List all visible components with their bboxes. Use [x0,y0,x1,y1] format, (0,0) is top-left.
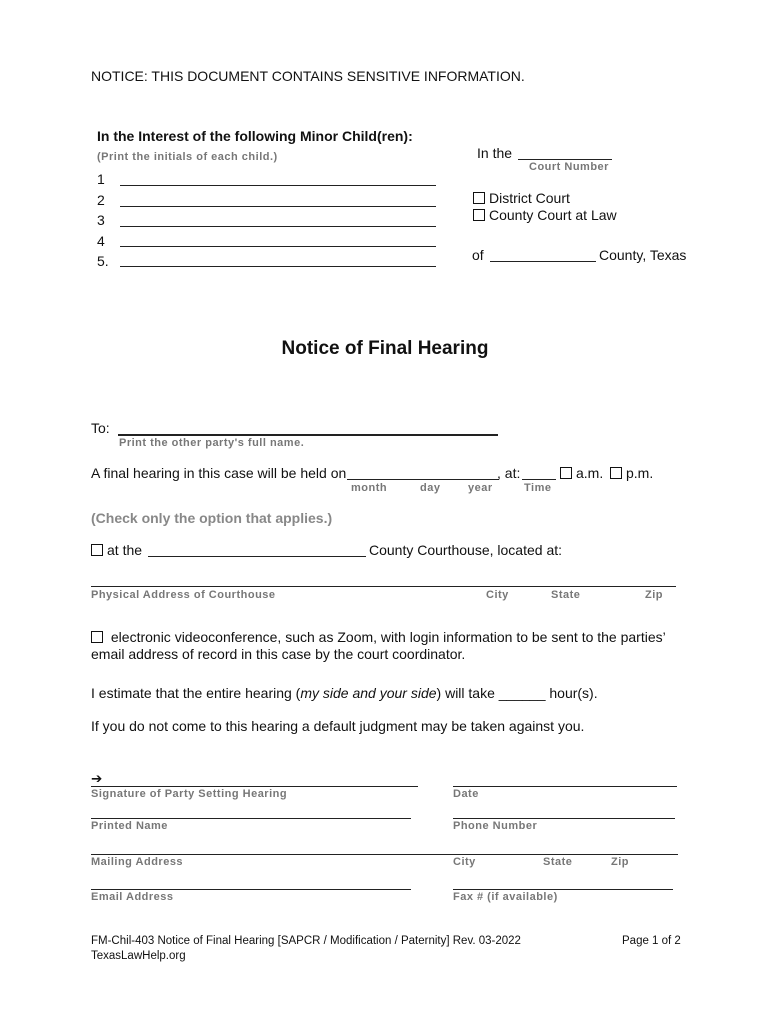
hearing-text: A final hearing in this case will be held on [91,465,347,481]
initials-hint: (Print the initials of each child.) [97,151,278,163]
courthouse-located-label: County Courthouse, located at: [369,542,563,558]
printed-name-field[interactable] [91,818,411,819]
phone-label: Phone Number [453,820,538,832]
email-label: Email Address [91,891,174,903]
email-field[interactable] [91,889,411,890]
of-label: of [472,247,484,263]
default-warning: If you do not come to this hearing a default judgment may be taken against you. [91,718,585,734]
month-label: month [351,482,388,494]
child-1-field[interactable] [120,185,436,186]
courthouse-state-label: State [551,589,581,601]
child-number-3: 3 [97,212,105,228]
courthouse-county-field[interactable] [148,556,366,557]
county-field[interactable] [490,261,596,262]
child-2-field[interactable] [120,206,436,207]
court-number-field[interactable] [518,159,612,160]
child-number-2: 2 [97,192,105,208]
videoconference-checkbox[interactable] [91,631,103,643]
courthouse-address-field[interactable] [91,586,676,587]
at-label: , at: [497,465,521,481]
courthouse-city-label: City [486,589,509,601]
in-the-label: In the [477,145,513,161]
district-court-label: District Court [489,190,570,206]
interest-heading: In the Interest of the following Minor Child(ren): [97,128,413,144]
child-number-5: 5. [97,253,109,269]
child-4-field[interactable] [120,246,436,247]
sensitive-notice: NOTICE: THIS DOCUMENT CONTAINS SENSITIVE INFORMATION. [91,68,525,84]
court-number-label: Court Number [529,161,609,173]
estimate-italic: my side and your side [300,685,437,701]
videoconference-text-1: electronic videoconference, such as Zoom, with login information to be sent to the parties’ [110,629,666,645]
county-court-checkbox[interactable] [473,209,485,221]
mailing-city-label: City [453,856,476,868]
child-5-field[interactable] [120,266,436,267]
estimate-post: ) will take ______ hour(s). [436,685,598,701]
videoconference-option[interactable] [91,629,666,645]
mailing-address-field[interactable] [91,854,678,855]
child-number-1: 1 [97,171,105,187]
page-title: Notice of Final Hearing [281,338,489,359]
year-label: year [468,482,493,494]
courthouse-zip-label: Zip [645,589,663,601]
page-number: Page 1 of 2 [622,935,681,947]
county-texas-label: County, Texas [599,247,687,263]
signature-field[interactable] [91,786,418,787]
am-label: a.m. [576,465,604,481]
mailing-state-label: State [543,856,573,868]
fax-field[interactable] [453,889,673,890]
county-court-option[interactable] [473,207,617,223]
estimate-sentence [91,685,598,701]
form-id: FM-Chil-403 Notice of Final Hearing [SAPCR / Modification / Paternity] Rev. 03-2022 [91,935,521,947]
hearing-date-field[interactable] [347,479,499,480]
mailing-address-label: Mailing Address [91,856,184,868]
district-court-option[interactable] [473,190,570,206]
courthouse-option[interactable] [91,542,142,558]
county-court-label: County Court at Law [489,207,617,223]
am-checkbox[interactable] [560,467,572,479]
child-3-field[interactable] [120,226,436,227]
pm-checkbox[interactable] [610,467,622,479]
at-the-label: at the [107,542,143,558]
pm-option[interactable] [610,465,653,481]
other-party-hint: Print the other party's full name. [119,437,305,449]
hearing-time-field[interactable] [522,479,556,480]
child-number-4: 4 [97,233,105,249]
am-option[interactable] [560,465,603,481]
estimate-pre: I estimate that the entire hearing ( [91,685,301,701]
district-court-checkbox[interactable] [473,192,485,204]
videoconference-text-2: email address of record in this case by the court coordinator. [91,646,466,662]
phone-field[interactable] [453,818,675,819]
arrow-icon: ➔ [91,771,103,786]
signature-label: Signature of Party Setting Hearing [91,788,288,800]
day-label: day [420,482,441,494]
pm-label: p.m. [626,465,654,481]
time-label: Time [524,482,552,494]
date-field[interactable] [453,786,677,787]
other-party-name-field[interactable] [118,434,498,436]
to-label: To: [91,420,110,436]
site-name: TexasLawHelp.org [91,950,186,962]
date-label: Date [453,788,479,800]
fax-label: Fax # (if available) [453,891,558,903]
courthouse-checkbox[interactable] [91,544,103,556]
courthouse-address-label: Physical Address of Courthouse [91,589,276,601]
check-only-instruction: (Check only the option that applies.) [91,510,333,526]
mailing-zip-label: Zip [611,856,629,868]
printed-name-label: Printed Name [91,820,168,832]
